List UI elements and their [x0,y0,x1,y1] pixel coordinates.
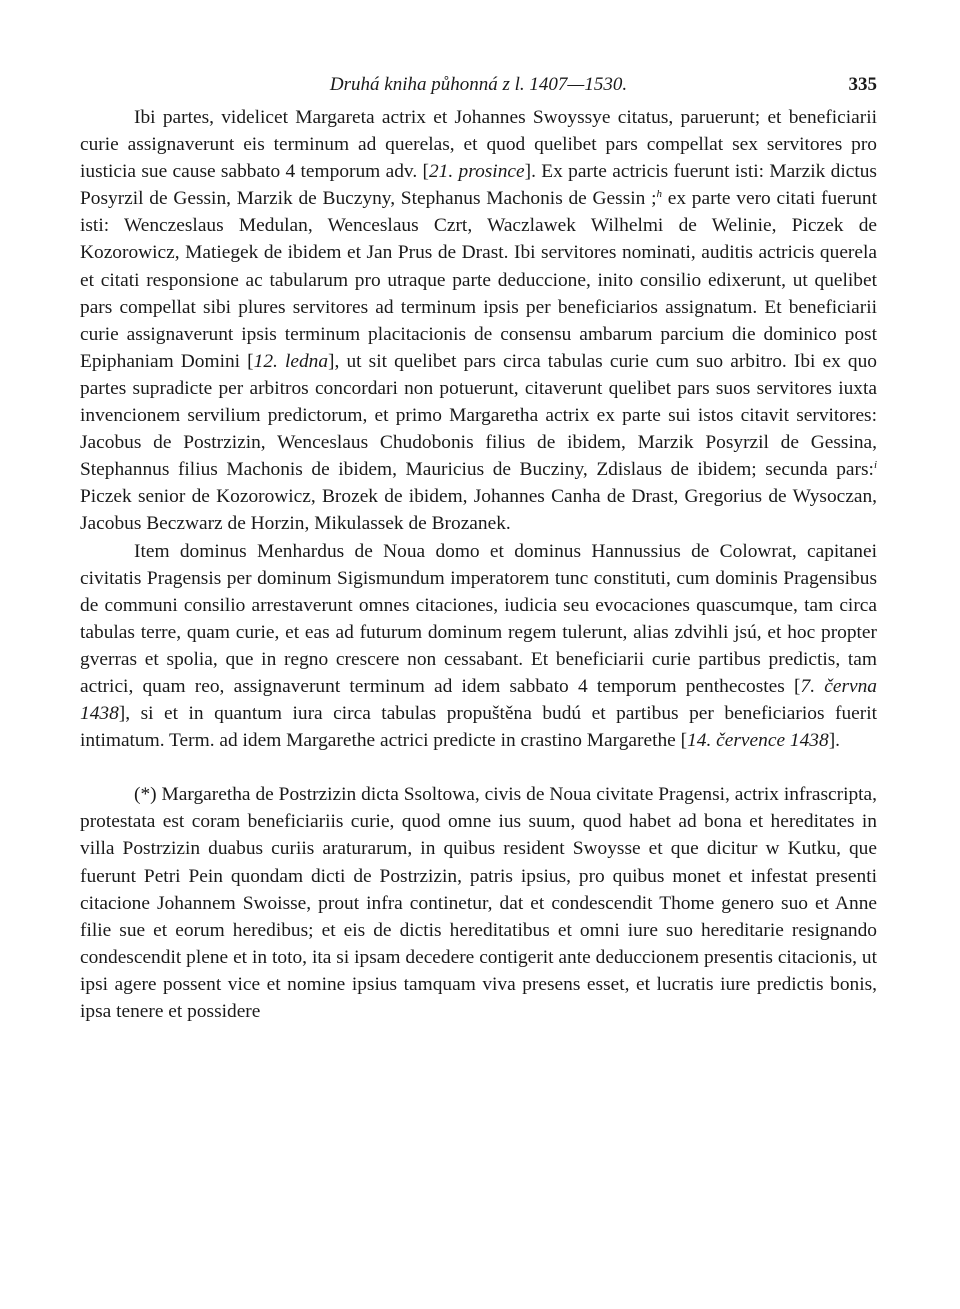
date-note: 7. června 1438 [80,675,878,725]
text-segment: Ibi partes, videlicet Margareta actrix et Johannes Swoyssye citatus, paruerunt; et beneficiarii curie assignaverunt eis terminum ad querelas, et quod quelibet pars compellat sex servitores pro iusticia sue cause sabbato 4 temporum adv. [ [80,107,877,183]
text-segment: (*) Margaretha de Postrzizin dicta Ssoltowa, civis de Noua civitate Pragensi, actrix infrascripta, protestata est coram beneficiariis curie, quod omne ius suum, quod habet ad bona et hereditates in villa Postrzizin duabus curiis araturarum, in quibus resident Swoysse et que dicitur w Kutku, que fuerunt Petri Pein quondam dicti de Postrzizin, patris ipsius, pro quibus monet et infestat presenti citacione Johannem Swoisse, prout infra continetur, dat et condescendit Thome genero suo et Anne filie sue et eorum heredibus; et eis de dictis hereditatibus et omni iure suo hereditarie resignando condescendit plene et in toto, ita si ipsam decedere contigerit ante deduccionem presentis citacionis, ut ipsi agere possent vice et nomine ipsius tamquam viva presens esset, et lucratis iure predictis bonis, ipsa tenere et possidere [80,784,877,1022]
running-header [80,70,877,104]
date-note: 12. ledna [253,350,329,372]
text-segment: Item dominus Menhardus de Noua domo et dominus Hannussius de Colowrat, capitanei civitatis Pragensis per dominum Sigismundum imperatorem tunc constituti, cum dominis Pragensibus de communi consilio arrestaverunt omnes citaciones, iudicia seu evocaciones quascumque, tam circa tabulas terre, quam curie, et eas ad futurum dominum regem tulerunt, alias zdvihli jsú, et hoc propter gverras et spolia, que in regno crescere non cessabant. Et beneficiarii curie partibus predictis, tam actrici, quam reo, assignaverunt terminum ad idem sabbato 4 temporum penthecostes [ [80,540,877,697]
text-segment: ex parte vero citati fuerunt isti: Wenczeslaus Medulan, Wenceslaus Czrt, Waczlawek Wilhelmi de Welinie, Piczek de Kozorowicz, Matiegek de ibidem et Jan Prus de Drast. Ibi servitores nominati, auditis actricis querela et citati responsione ac tabularum pro utraque parte deduccione, inito consilio edixerunt, ut quelibet pars compellat sibi plures servitores ad terminum ipsis per beneficiarios assignatum. Et beneficiarii curie assignaverunt ipsis terminum placitacionis de consensu ambarum parcium die dominico post Epiphaniam Domini [ [80,188,877,372]
page-number: 335 [848,74,877,95]
paragraph-1 [80,104,877,538]
document-page [80,70,877,1025]
text-segment: ]. [828,730,840,752]
date-note: 14. července 1438 [687,730,829,752]
paragraph-2 [80,538,877,755]
running-title: Druhá kniha půhonná z l. 1407—1530. [329,74,628,95]
footnote-marker: i [873,459,877,472]
footnote-marker: h [656,188,662,201]
paragraph-3 [80,781,877,1025]
text-segment: ]. Ex parte actricis fuerunt isti: Marzik dictus Posyrzil de Gessin, Marzik de Buczyny, Stephanus Machonis de Gessin ; [80,161,877,210]
date-note: 21. prosince [428,161,525,183]
text-segment: ], ut sit quelibet pars circa tabulas curie cum suo arbitro. Ibi ex quo partes supradicte per arbitros concordari non potuerunt, citaverunt quelibet pars suos servitores iuxta invencionem servilium predictorum, et primo Margaretha actrix ex parte sui istos citavit servitores: Jacobus de Postrzizin, Wenceslaus Chudobonis filius de ibidem, Marzik Posyrzil de Gessina, Stephannus filius Machonis de ibidem, Mauricius de Bucziny, Zdislaus de ibidem; secunda pars: [80,350,877,481]
text-segment: Piczek senior de Kozorowicz, Brozek de ibidem, Johannes Canha de Drast, Gregorius de Wysoczan, Jacobus Beczwarz de Horzin, Mikulassek de Brozanek. [80,486,877,535]
paragraph-gap [80,754,877,781]
text-segment: ], si et in quantum iura circa tabulas propuštěna budú et partibus per beneficiarios fuerit intimatum. Term. ad idem Margarethe actrici predicte in crastino Margarethe [ [80,703,877,752]
